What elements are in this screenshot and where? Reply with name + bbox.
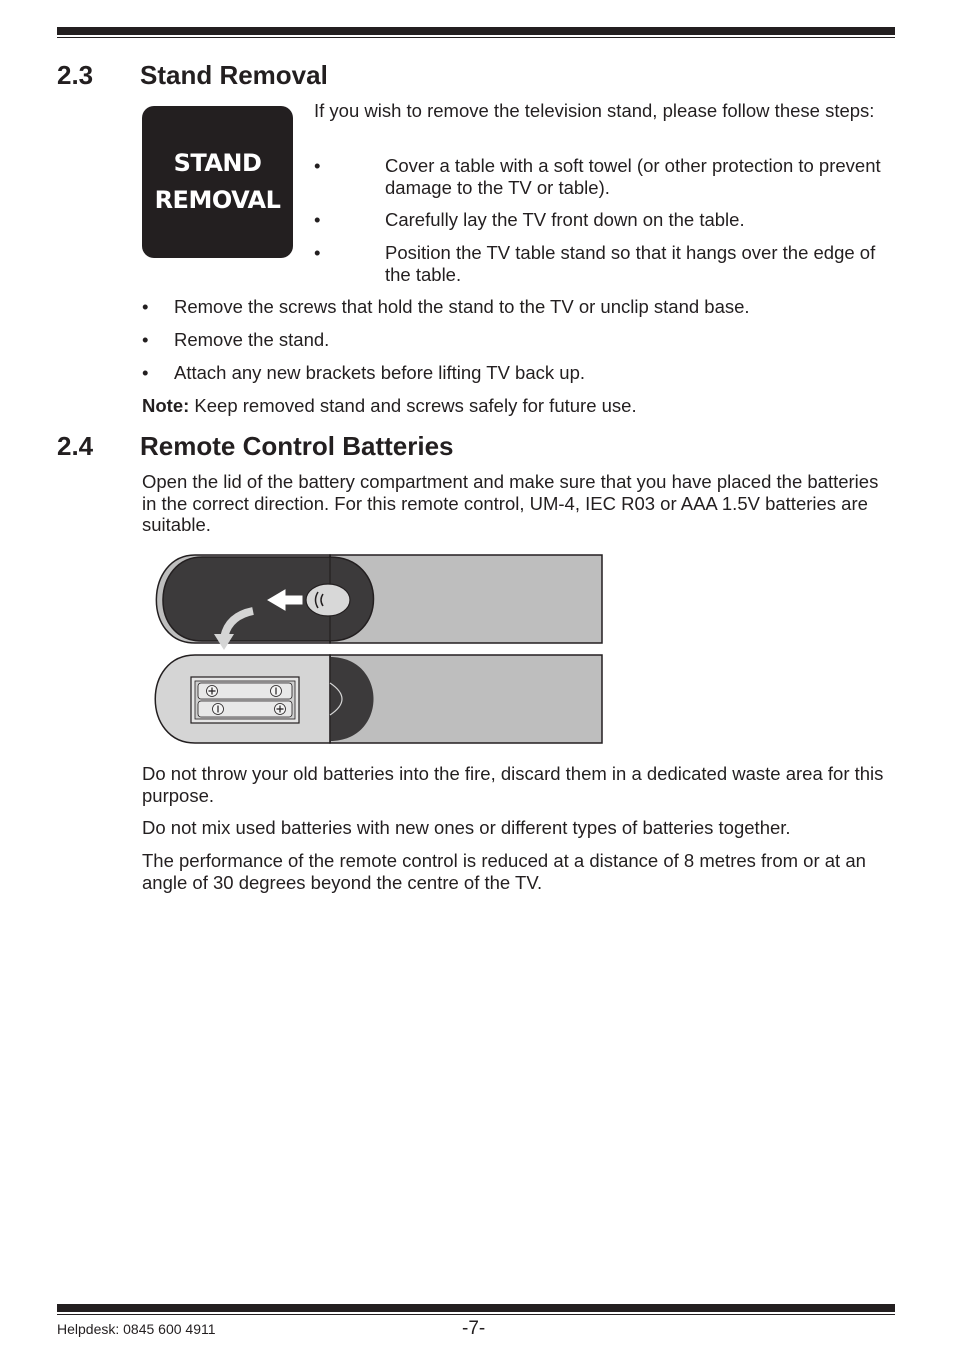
remote-range-paragraph: The performance of the remote control is reduced at a distance of 8 metres from or at an angle of 30 degrees beyond the centre of the TV. <box>142 850 866 893</box>
helpdesk-text: Helpdesk: 0845 600 4911 <box>57 1321 216 1337</box>
battery-icon <box>198 701 292 717</box>
page-number: -7- <box>462 1318 486 1339</box>
battery-disposal-paragraph: Do not throw your old batteries into the fire, discard them in a dedicated waste area for this purpose. <box>142 763 884 806</box>
stand-removal-badge: STAND REMOVAL <box>142 106 293 258</box>
section-heading-remote-batteries: 2.4 Remote Control Batteries <box>57 431 454 461</box>
section-heading-stand-removal: 2.3 Stand Removal <box>57 60 328 90</box>
battery-compartment-illustration <box>140 550 610 748</box>
battery-mixing-paragraph: Do not mix used batteries with new ones or different types of batteries together. <box>142 817 791 838</box>
stand-note: Note: Keep removed stand and screws safely for future use. <box>142 395 637 416</box>
battery-icon <box>198 683 292 699</box>
top-rule <box>57 27 895 38</box>
stand-intro: If you wish to remove the television stand, please follow these steps: <box>314 100 875 121</box>
batteries-intro: Open the lid of the battery compartment and make sure that you have placed the batteries in the correct direction. For this remote control, UM-4, IEC R03 or AAA 1.5V batteries are suitable. <box>142 471 879 535</box>
bottom-rule <box>57 1304 895 1315</box>
